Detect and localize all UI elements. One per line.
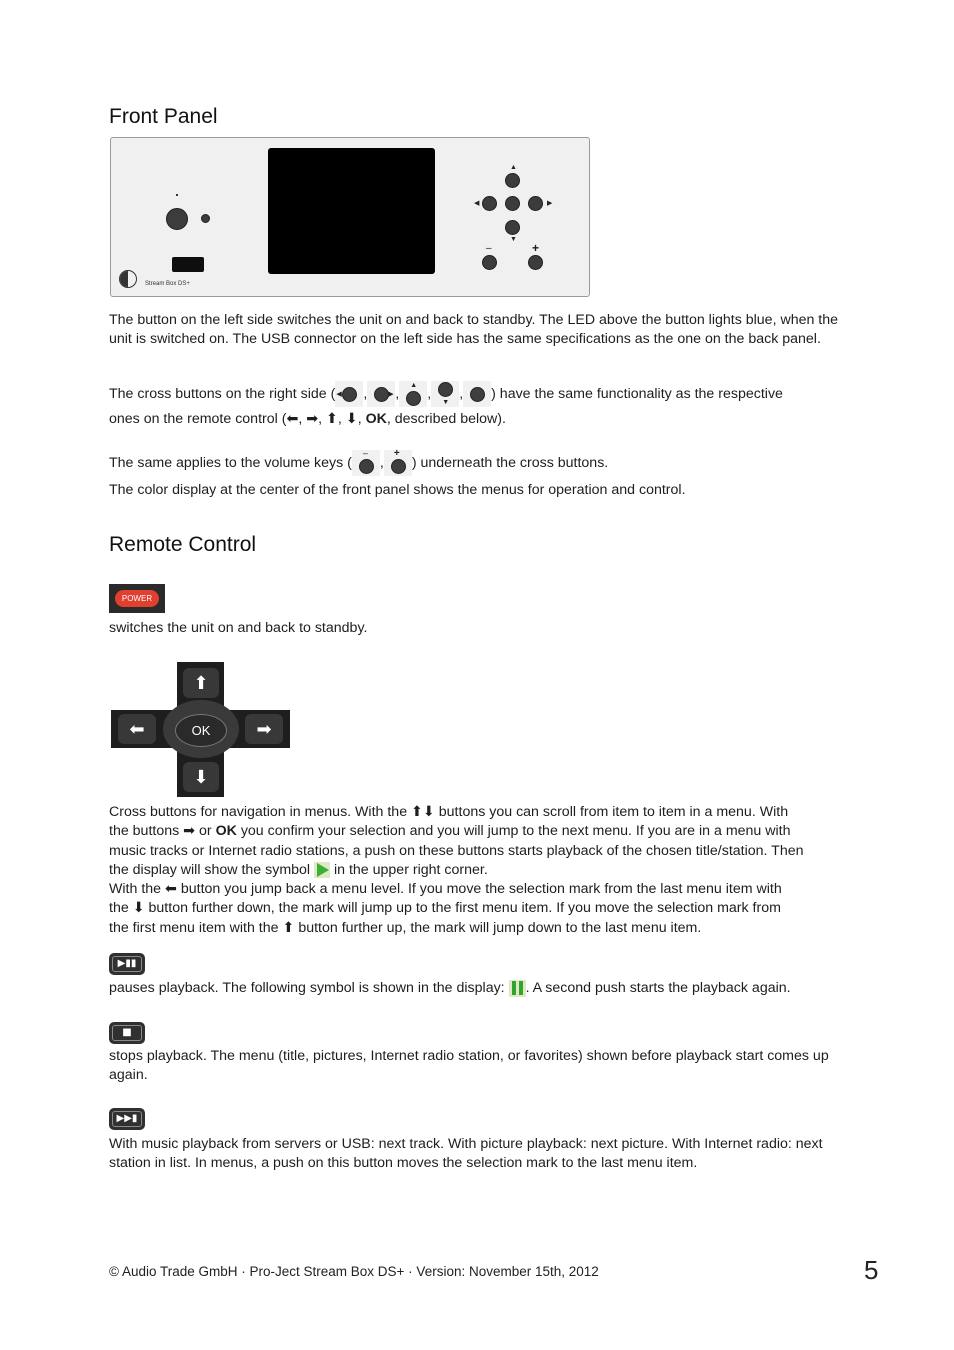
color-display bbox=[268, 148, 435, 274]
stop-button-image bbox=[109, 1022, 145, 1044]
play-symbol-icon bbox=[314, 862, 330, 878]
pause-text-a: pauses playback. The following symbol is shown in the display: bbox=[109, 980, 505, 996]
volume-up-icon: + bbox=[384, 450, 412, 476]
front-panel-paragraph-3: The same applies to the volume keys ( – , + ) underneath the cross buttons. bbox=[109, 450, 849, 476]
p3-text-b: ) underneath the cross buttons. bbox=[411, 454, 609, 471]
play-pause-button-image bbox=[109, 953, 145, 975]
cross-text-4b: in the upper right corner. bbox=[333, 861, 488, 878]
right-arrow-icon: ➡ bbox=[183, 823, 196, 840]
volume-down-button bbox=[482, 255, 497, 270]
down-arrow-icon: ⬇ bbox=[345, 411, 358, 427]
up-arrow-icon: ▲ bbox=[510, 164, 517, 171]
p2-text-d: , described below). bbox=[386, 411, 506, 427]
cross-text-2c: you confirm your selection and you will jump to the next menu. If you are in a menu with bbox=[240, 823, 791, 840]
cross-down-icon: ▼ bbox=[431, 381, 459, 407]
next-description: With music playback from servers or USB: next track. With picture playback: next picture. With Internet radio: next station in list. In menus, a push on this button moves the selection mark to the last menu item. bbox=[109, 1136, 823, 1172]
ok-button: OK bbox=[175, 714, 227, 747]
next-track-icon: ▶▶▮ bbox=[112, 1111, 142, 1127]
right-arrow-icon: ▶ bbox=[547, 200, 553, 207]
front-panel-paragraph-1: The button on the left side switches the unit on and back to standby. The LED above the button lights blue, when the unit is switched on. The USB connector on the left side has the same specifications as the one on the back panel. bbox=[109, 312, 839, 348]
cross-text-5a: With the bbox=[109, 881, 162, 898]
right-arrow-icon: ➡ bbox=[306, 411, 319, 427]
volume-down-icon: – bbox=[352, 450, 380, 476]
remote-down-icon: ⬇ bbox=[183, 762, 219, 792]
remote-cross-image bbox=[111, 662, 290, 797]
cross-right-button bbox=[528, 196, 543, 211]
usb-port bbox=[172, 257, 204, 272]
cross-text-5b: button you jump back a menu level. If you move the selection mark from the last menu item with bbox=[180, 881, 782, 898]
down-arrow-icon: ▼ bbox=[510, 236, 517, 243]
led-indicator bbox=[201, 214, 210, 223]
cross-ok-button bbox=[505, 196, 520, 211]
front-panel-paragraph-2: The cross buttons on the right side ( ◀ , ▶ , ▲ , ▼ , ) have the same functionality as the respective bbox=[109, 382, 783, 406]
p2-text-c: ones on the remote control ( bbox=[109, 411, 287, 427]
pause-text-b: . A second push starts the playback again. bbox=[525, 980, 791, 996]
p2-text-a: The cross buttons on the right side ( bbox=[109, 385, 336, 402]
power-label: POWER bbox=[115, 590, 159, 607]
cross-left-icon: ◀ bbox=[335, 381, 363, 407]
power-button bbox=[166, 208, 188, 230]
power-button-image bbox=[109, 584, 165, 613]
cross-left-button bbox=[482, 196, 497, 211]
cross-text-1a: Cross buttons for navigation in menus. With the bbox=[109, 804, 408, 820]
plus-icon: + bbox=[532, 241, 540, 255]
volume-up-button bbox=[528, 255, 543, 270]
cross-text-2a: the buttons bbox=[109, 823, 180, 840]
project-logo-icon bbox=[119, 270, 137, 288]
pause-symbol-icon bbox=[509, 980, 526, 997]
remote-left-icon: ⬅ bbox=[118, 714, 156, 744]
cross-text-7a: the first menu item with the bbox=[109, 919, 279, 936]
up-arrow-icon: ⬆ bbox=[326, 411, 338, 427]
cross-text-7b: button further up, the mark will jump down to the last menu item. bbox=[298, 919, 702, 936]
left-arrow-icon: ⬅ bbox=[165, 881, 177, 898]
next-button-image bbox=[109, 1108, 145, 1130]
stop-icon: ■ bbox=[112, 1025, 142, 1041]
left-arrow-icon: ◀ bbox=[474, 200, 480, 207]
remote-right-icon: ➡ bbox=[245, 714, 283, 744]
front-panel-paragraph-2b: ones on the remote control (⬅, ➡, ⬆, ⬇, OK, described below). bbox=[109, 411, 506, 427]
cross-center-icon bbox=[463, 381, 491, 407]
cross-text-6a: the bbox=[109, 900, 129, 917]
play-pause-icon: ▶▮▮ bbox=[112, 956, 142, 972]
cross-text-3: music tracks or Internet radio stations, a push on these buttons starts playback of the chosen title/station. Then bbox=[109, 842, 804, 859]
remote-control-heading: Remote Control bbox=[109, 533, 257, 556]
cross-description bbox=[109, 803, 854, 938]
device-label: Stream Box DS+ bbox=[145, 281, 190, 287]
cross-down-button bbox=[505, 220, 520, 235]
remote-up-icon: ⬆ bbox=[183, 668, 219, 698]
cross-right-icon: ▶ bbox=[367, 381, 395, 407]
cross-text-2b: or bbox=[199, 823, 212, 840]
left-arrow-icon: ⬅ bbox=[286, 411, 299, 427]
page-number: 5 bbox=[864, 1255, 879, 1285]
up-down-arrows-icon: ⬆⬇ bbox=[411, 804, 435, 820]
pause-description bbox=[109, 979, 869, 998]
p3-text-a: The same applies to the volume keys ( bbox=[109, 454, 352, 471]
footer-copyright: © Audio Trade GmbH · Pro-Ject Stream Box DS+ · Version: November 15th, 2012 bbox=[109, 1264, 599, 1279]
power-description: switches the unit on and back to standby. bbox=[109, 620, 368, 636]
minus-icon: – bbox=[486, 243, 492, 254]
front-panel-heading: Front Panel bbox=[109, 105, 218, 128]
cross-up-button bbox=[505, 173, 520, 188]
front-panel-paragraph-4: The color display at the center of the front panel shows the menus for operation and control. bbox=[109, 482, 686, 498]
p2-text-b: ) have the same functionality as the respective bbox=[491, 385, 783, 402]
cross-text-6b: button further down, the mark will jump up to the first menu item. If you move the selection mark from bbox=[148, 900, 781, 917]
stop-description: stops playback. The menu (title, pictures, Internet radio station, or favorites) shown before playback start comes up again. bbox=[109, 1048, 829, 1084]
ok-label: OK bbox=[365, 411, 387, 427]
cross-text-4a: the display will show the symbol bbox=[109, 861, 311, 878]
ok-label: OK bbox=[215, 823, 237, 840]
cross-text-1b: buttons you can scroll from item to item in a menu. With bbox=[438, 804, 789, 820]
power-led bbox=[176, 194, 178, 196]
down-arrow-icon: ⬇ bbox=[132, 900, 145, 917]
up-arrow-icon: ⬆ bbox=[282, 919, 295, 936]
front-panel-diagram bbox=[110, 137, 590, 297]
cross-up-icon: ▲ bbox=[399, 381, 427, 407]
